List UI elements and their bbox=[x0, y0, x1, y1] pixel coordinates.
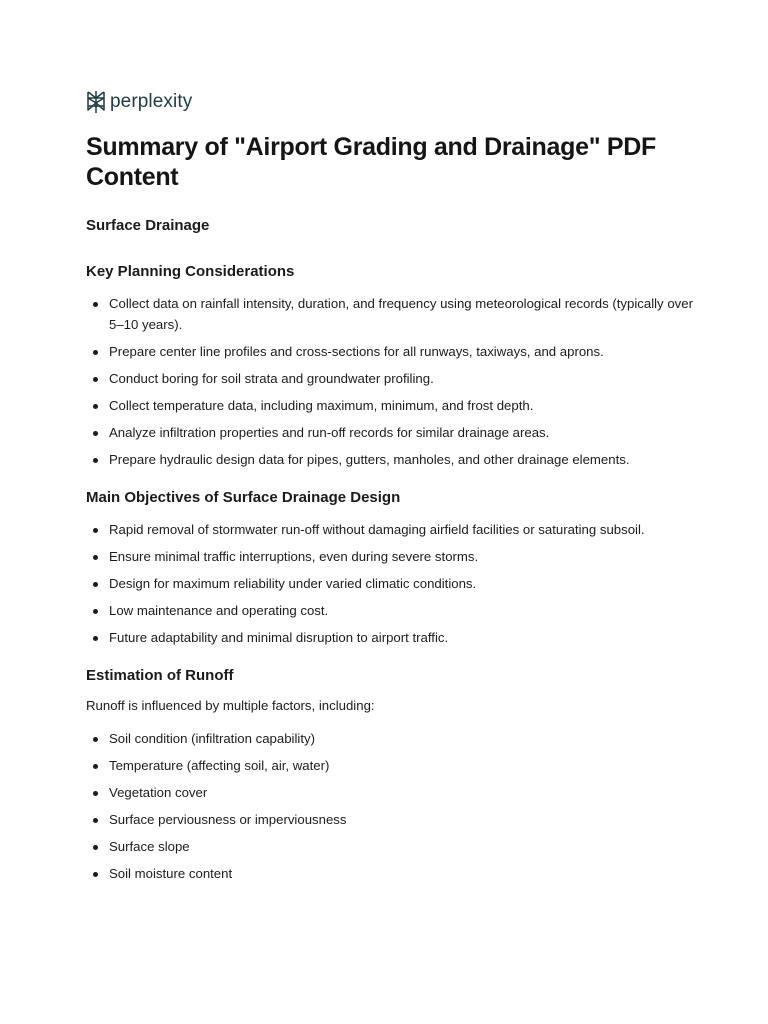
bullet-icon bbox=[93, 377, 98, 382]
bullet-icon bbox=[93, 818, 98, 823]
list-item: Design for maximum reliability under varied climatic conditions. bbox=[86, 573, 706, 594]
list-item: Conduct boring for soil strata and groundwater profiling. bbox=[86, 368, 706, 389]
heading-objectives: Main Objectives of Surface Drainage Design bbox=[86, 489, 401, 506]
bullet-icon bbox=[93, 636, 98, 641]
list-item: Surface perviousness or imperviousness bbox=[86, 809, 706, 830]
list-item: Soil condition (infiltration capability) bbox=[86, 728, 706, 749]
document-page bbox=[86, 88, 706, 890]
list-item: Analyze infiltration properties and run-off records for similar drainage areas. bbox=[86, 422, 706, 443]
list-objectives bbox=[86, 519, 706, 648]
bullet-icon bbox=[93, 582, 98, 587]
runoff-intro: Runoff is influenced by multiple factors, including: bbox=[86, 698, 375, 713]
list-item: Temperature (affecting soil, air, water) bbox=[86, 755, 706, 776]
bullet-icon bbox=[93, 791, 98, 796]
bullet-icon bbox=[93, 302, 98, 307]
list-item: Collect data on rainfall intensity, duration, and frequency using meteorological records (typically over 5–10 years). bbox=[86, 293, 706, 335]
bullet-icon bbox=[93, 555, 98, 560]
section-heading-surface-drainage: Surface Drainage bbox=[86, 217, 210, 234]
list-item: Rapid removal of stormwater run-off without damaging airfield facilities or saturating subsoil. bbox=[86, 519, 706, 540]
heading-runoff: Estimation of Runoff bbox=[86, 667, 234, 684]
list-item: Vegetation cover bbox=[86, 782, 706, 803]
brand-logo[interactable] bbox=[86, 88, 706, 116]
bullet-icon bbox=[93, 872, 98, 877]
bullet-icon bbox=[93, 528, 98, 533]
list-item: Soil moisture content bbox=[86, 863, 706, 884]
bullet-icon bbox=[93, 404, 98, 409]
page-title: Summary of "Airport Grading and Drainage" PDF Content bbox=[86, 133, 657, 191]
list-item: Prepare center line profiles and cross-sections for all runways, taxiways, and aprons. bbox=[86, 341, 706, 362]
list-item: Collect temperature data, including maximum, minimum, and frost depth. bbox=[86, 395, 706, 416]
perplexity-logo-icon bbox=[86, 90, 106, 114]
bullet-icon bbox=[93, 609, 98, 614]
list-runoff bbox=[86, 728, 706, 884]
list-item: Ensure minimal traffic interruptions, even during severe storms. bbox=[86, 546, 706, 567]
bullet-icon bbox=[93, 737, 98, 742]
list-key-planning bbox=[86, 293, 706, 470]
list-item: Surface slope bbox=[86, 836, 706, 857]
list-item: Future adaptability and minimal disruption to airport traffic. bbox=[86, 627, 706, 648]
bullet-icon bbox=[93, 350, 98, 355]
bullet-icon bbox=[93, 764, 98, 769]
heading-key-planning: Key Planning Considerations bbox=[86, 263, 295, 280]
bullet-icon bbox=[93, 458, 98, 463]
brand-name: perplexity bbox=[110, 91, 193, 112]
bullet-icon bbox=[93, 431, 98, 436]
list-item: Low maintenance and operating cost. bbox=[86, 600, 706, 621]
list-item: Prepare hydraulic design data for pipes, gutters, manholes, and other drainage elements. bbox=[86, 449, 706, 470]
bullet-icon bbox=[93, 845, 98, 850]
